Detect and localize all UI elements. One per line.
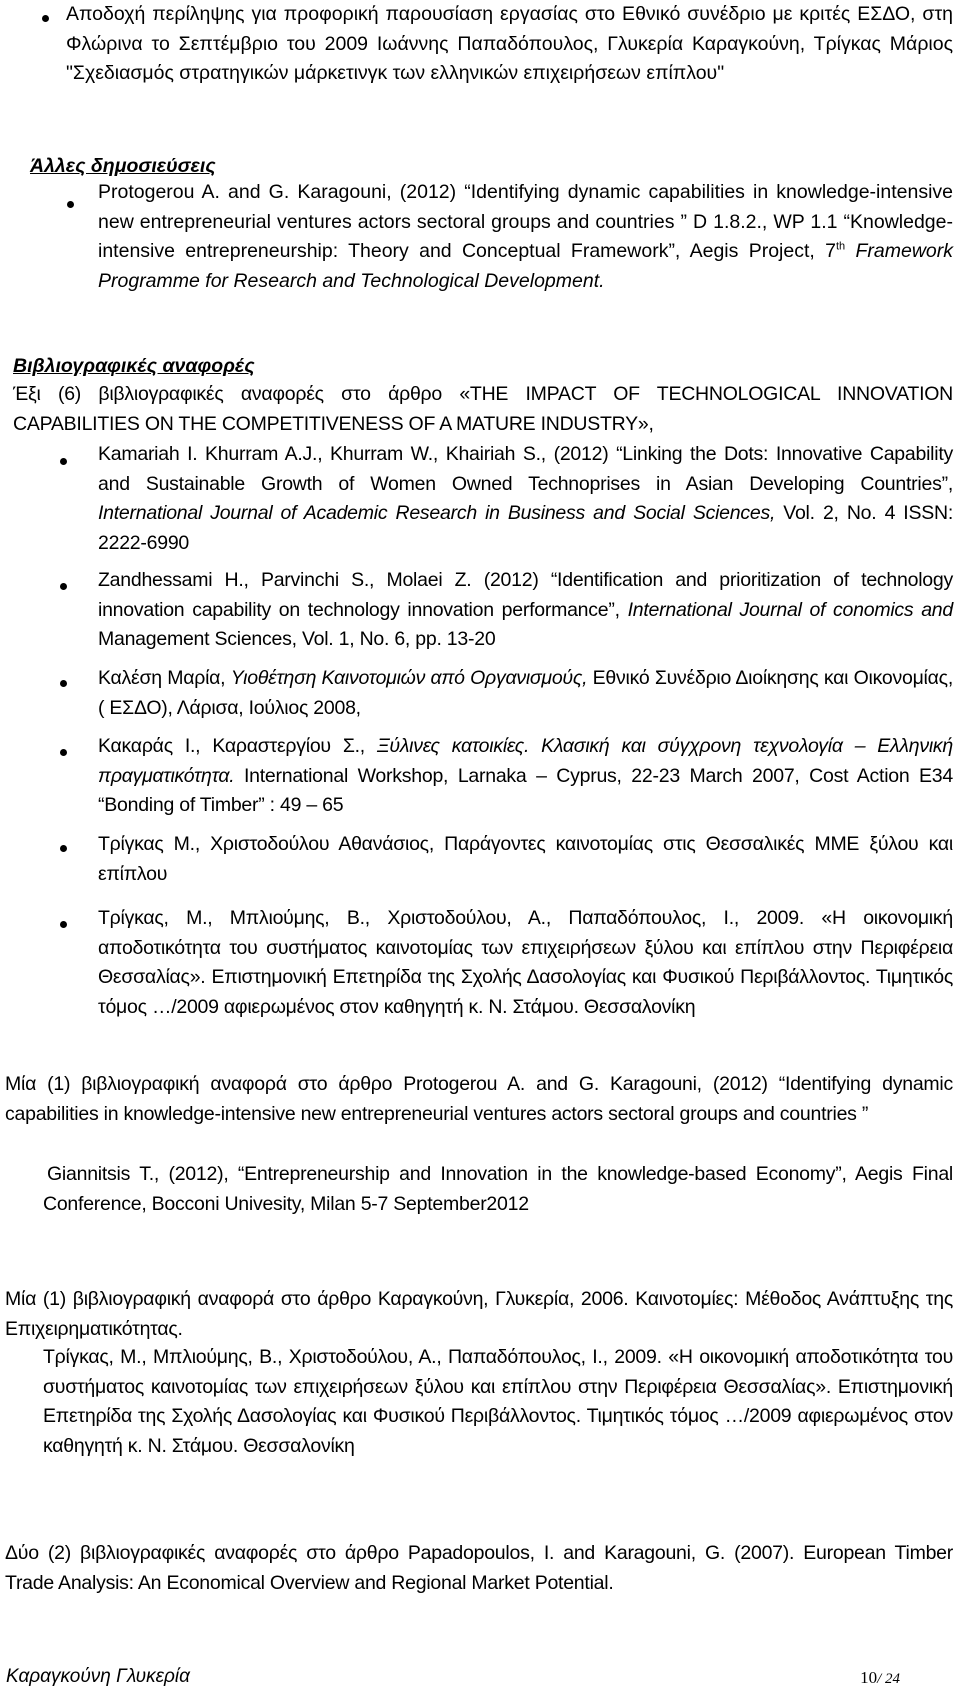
reference-text: Kamariah I. Khurram A.J., Khurram W., Khairiah S., (2012) “Linking the Dots: Innovative Capability and Sustainable Growth of Women Owned Technoprises in Asian Developing Countries”,	[98, 443, 953, 495]
page-current: 10	[860, 1668, 878, 1687]
bullet-icon	[60, 921, 67, 928]
reference-item	[98, 732, 953, 821]
superscript: th	[835, 240, 846, 253]
citation-intro: Μία (1) βιβλιογραφική αναφορά στο άρθρο Protogerou A. and G. Karagouni, (2012) “Identifying dynamic capabilities in knowledge-intensive new entrepreneurial ventures actors sectoral groups and countries ”	[5, 1073, 953, 1125]
publication-text: Protogerou A. and G. Karagouni, (2012) “Identifying dynamic capabilities in knowledge-intensive new entrepreneurial ventures actors sectoral groups and countries ” D 1.8.2., WP 1.1 “Knowledge-intensive entrepreneurship: Theory and Conceptual Framework”, Aegis Project, 7	[98, 181, 953, 262]
reference-text: Κακαράς Ι., Καραστεργίου Σ.,	[98, 735, 377, 757]
reference-text: Management Sciences, Vol. 1, No. 6, pp. 13-20	[98, 628, 496, 650]
reference-item: Τρίγκας, Μ., Μπλιούμης, Β., Χριστοδούλου, Α., Παπαδόπουλος, Ι., 2009. «Η οικονομική αποδοτικότητα του συστήματος καινοτομίας των επιχειρήσεων ξύλου και επίπλου στην Περιφέρεια Θεσσαλίας». Επιστημονική Επετηρίδα της Σχολής Δασολογίας και Φυσικού Περιβάλλοντος. Τιμητικός τόμος …/2009 αφιερωμένος στον καθηγητή κ. Ν. Στάμου. Θεσσαλονίκη	[98, 907, 953, 1018]
reference-item	[98, 440, 953, 558]
list-item-abstract-acceptance: Αποδοχή περίληψης για προφορική παρουσίαση εργασίας στο Εθνικό συνέδριο με κριτές ΕΣΔΟ, στη Φλώρινα το Σεπτέμβριο του 2009 Ιωάννης Παπαδόπουλος, Γλυκερία Καραγκούνη, Τρίγκας Μάριος "Σχεδιασμός στρατηγικών μάρκετινγκ των ελληνικών επιχειρήσεων επίπλου"	[66, 3, 953, 84]
reference-italic: Ξύλινες κατοικίες. Κλασική και σύγχρονη τεχνολογία – Ελληνική πραγματικότητα.	[98, 735, 953, 787]
bullet-icon	[60, 458, 67, 465]
page-total: / 24	[877, 1671, 900, 1687]
reference-italic: International Journal of Academic Research in Business and Social Sciences,	[98, 502, 776, 524]
reference-text: Vol. 2, No. 4 ISSN: 2222-6990	[98, 502, 953, 554]
bullet-icon	[67, 201, 74, 208]
reference-italic: International Journal of conomics and	[627, 598, 953, 621]
bullet-icon	[42, 15, 49, 22]
reference-item	[98, 566, 953, 655]
citation-intro: Μία (1) βιβλιογραφική αναφορά στο άρθρο Καραγκούνη, Γλυκερία, 2006. Καινοτομίες: Μέθοδος Ανάπτυξης της Επιχειρηματικότητας.	[5, 1288, 953, 1340]
reference-text: International Workshop, Larnaka – Cyprus, 22-23 March 2007, Cost Action E34 “Bonding of Timber” : 49 – 65	[98, 764, 953, 816]
bullet-icon	[60, 680, 67, 687]
reference-text: Zandhessami H., Parvinchi S., Molaei Z. (2012) “Identification and prioritization of technology innovation capability on technology innovation performance”,	[98, 569, 953, 621]
reference-italic: Υιοθέτηση Καινοτομιών από Οργανισμούς,	[230, 667, 588, 689]
publication-italic: Framework Programme for Research and Technological Development.	[98, 240, 953, 292]
citation-intro: Δύο (2) βιβλιογραφικές αναφορές στο άρθρο Papadopoulos, I. and Karagouni, G. (2007). European Timber Trade Analysis: An Economical Overview and Regional Market Potential.	[5, 1542, 953, 1594]
section-title-other-publications: Άλλες δημοσιεύσεις	[30, 155, 216, 177]
reference-item	[98, 664, 953, 723]
citation-reference: Τρίγκας, Μ., Μπλιούμης, Β., Χριστοδούλου, Α., Παπαδόπουλος, Ι., 2009. «Η οικονομική αποδοτικότητα του συστήματος καινοτομίας των επιχειρήσεων ξύλου και επίπλου στην Περιφέρεια Θεσσαλίας». Επιστημονική Επετηρίδα της Σχολής Δασολογίας και Φυσικού Περιβάλλοντος. Τιμητικός τόμος …/2009 αφιερωμένος στον καθηγητή κ. Ν. Στάμου. Θεσσαλονίκη	[43, 1346, 953, 1457]
bullet-icon	[60, 845, 67, 852]
bullet-icon	[60, 583, 67, 590]
page-number	[860, 1668, 900, 1688]
biblio-intro: Έξι (6) βιβλιογραφικές αναφορές στο άρθρο «THE IMPACT OF TECHNOLOGICAL INNOVATION CAPABILITIES ON THE COMPETITIVENESS OF A MATURE INDUSTRY»,	[13, 383, 953, 435]
reference-item: Τρίγκας Μ., Χριστοδούλου Αθανάσιος, Παράγοντες καινοτομίας στις Θεσσαλικές ΜΜΕ ξύλου και επίπλου	[98, 833, 953, 885]
section-title-bibliographic-references: Βιβλιογραφικές αναφορές	[13, 355, 255, 377]
bullet-icon	[60, 749, 67, 756]
list-item-publication	[98, 178, 953, 296]
citation-reference: Giannitsis T., (2012), “Entrepreneurship and Innovation in the knowledge-based Economy”, Aegis Final Conference, Bocconi Univesity, Milan 5-7 September2012	[43, 1163, 953, 1215]
reference-text: Καλέση Μαρία,	[98, 667, 231, 689]
reference-text: Εθνικό Συνέδριο Διοίκησης και Οικονομίας,( ΕΣΔΟ), Λάρισα, Ιούλιος 2008,	[98, 667, 953, 719]
footer-author: Καραγκούνη Γλυκερία	[6, 1666, 190, 1687]
